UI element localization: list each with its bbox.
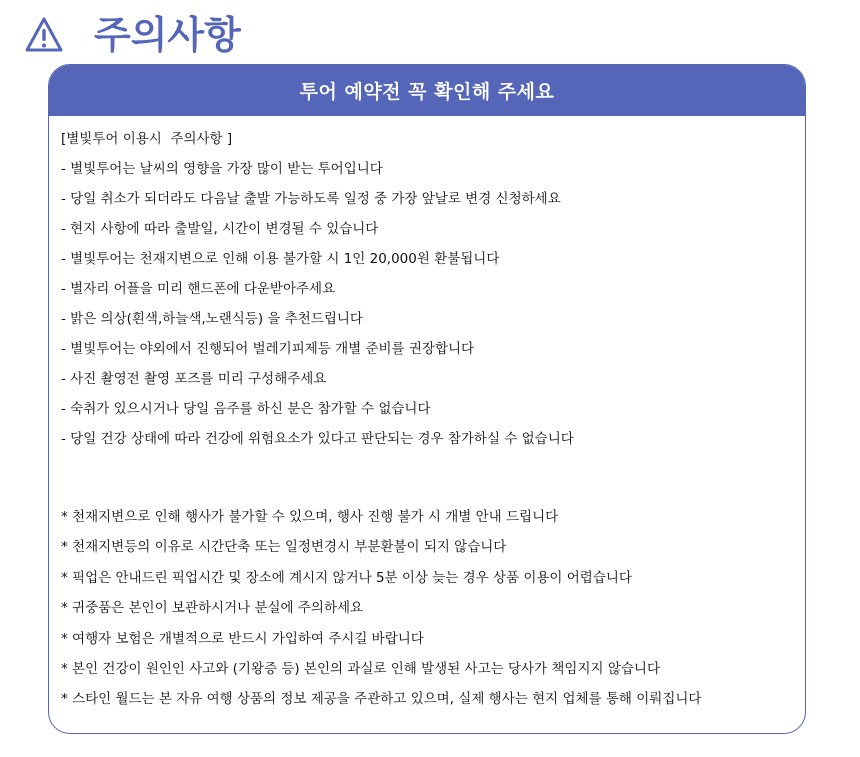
notice-item: - 사진 촬영전 촬영 포즈를 미리 구성해주세요 <box>61 371 327 387</box>
card-body <box>49 116 805 707</box>
notice-item: - 별빛투어는 천재지변으로 인해 이용 불가할 시 1인 20,000원 환불됩니다 <box>61 251 500 267</box>
card-header: 투어 예약전 꼭 확인해 주세요 <box>49 65 805 116</box>
title-row <box>24 10 241 60</box>
warning-triangle-icon <box>24 15 64 55</box>
extra-notice-item: * 천재지변등의 이유로 시간단축 또는 일정변경시 부분환불이 되지 않습니다 <box>61 539 507 556</box>
notice-item: - 별빛투어는 야외에서 진행되어 벌레기피제등 개별 준비를 권장합니다 <box>61 341 475 357</box>
notice-item: - 밝은 의상(흰색,하늘색,노랜식등) 을 추천드립니다 <box>61 311 363 327</box>
extra-notice-item: * 스타인 월드는 본 자유 여행 상품의 정보 제공을 주관하고 있으며, 실제 행사는 현지 업체를 통해 이뤄집니다 <box>61 691 702 708</box>
notice-item: - 별자리 어플을 미리 핸드폰에 다운받아주세요 <box>61 281 336 297</box>
extra-notice-item: * 귀중품은 본인이 보관하시거나 분실에 주의하세요 <box>61 600 364 617</box>
extra-notice-item: * 본인 건강이 원인인 사고와 (기왕증 등) 본인의 과실로 인해 발생된 사고는 당사가 책임지지 않습니다 <box>61 660 661 677</box>
notice-item: - 현지 사항에 따라 출발일, 시간이 변경될 수 있습니다 <box>61 221 379 237</box>
notice-item: - 숙취가 있으시거나 당일 음주를 하신 분은 참가할 수 없습니다 <box>61 401 431 417</box>
notice-list <box>61 161 805 447</box>
page-title: 주의사항 <box>94 13 241 57</box>
notice-item: - 별빛투어는 날씨의 영향을 가장 많이 받는 투어입니다 <box>61 161 383 177</box>
extra-notice-list <box>61 509 805 707</box>
extra-notice-item: * 여행자 보험은 개별적으로 반드시 가입하여 주시길 바랍니다 <box>61 630 424 647</box>
notice-heading: [별빛투어 이용시 주의사항 ] <box>61 131 233 147</box>
notice-card <box>48 64 806 734</box>
notice-item: - 당일 취소가 되더라도 다음날 출발 가능하도록 일정 중 가장 앞날로 변경 신청하세요 <box>61 191 561 207</box>
extra-notice-item: * 픽업은 안내드린 픽업시간 및 장소에 계시지 않거나 5분 이상 늦는 경우 상품 이용이 어렵습니다 <box>61 569 632 586</box>
notice-item: - 당일 건강 상태에 따라 건강에 위험요소가 있다고 판단되는 경우 참가하실 수 없습니다 <box>61 431 574 447</box>
extra-notice-item: * 천재지변으로 인해 행사가 불가할 수 있으며, 행사 진행 불가 시 개별 안내 드립니다 <box>61 509 559 525</box>
